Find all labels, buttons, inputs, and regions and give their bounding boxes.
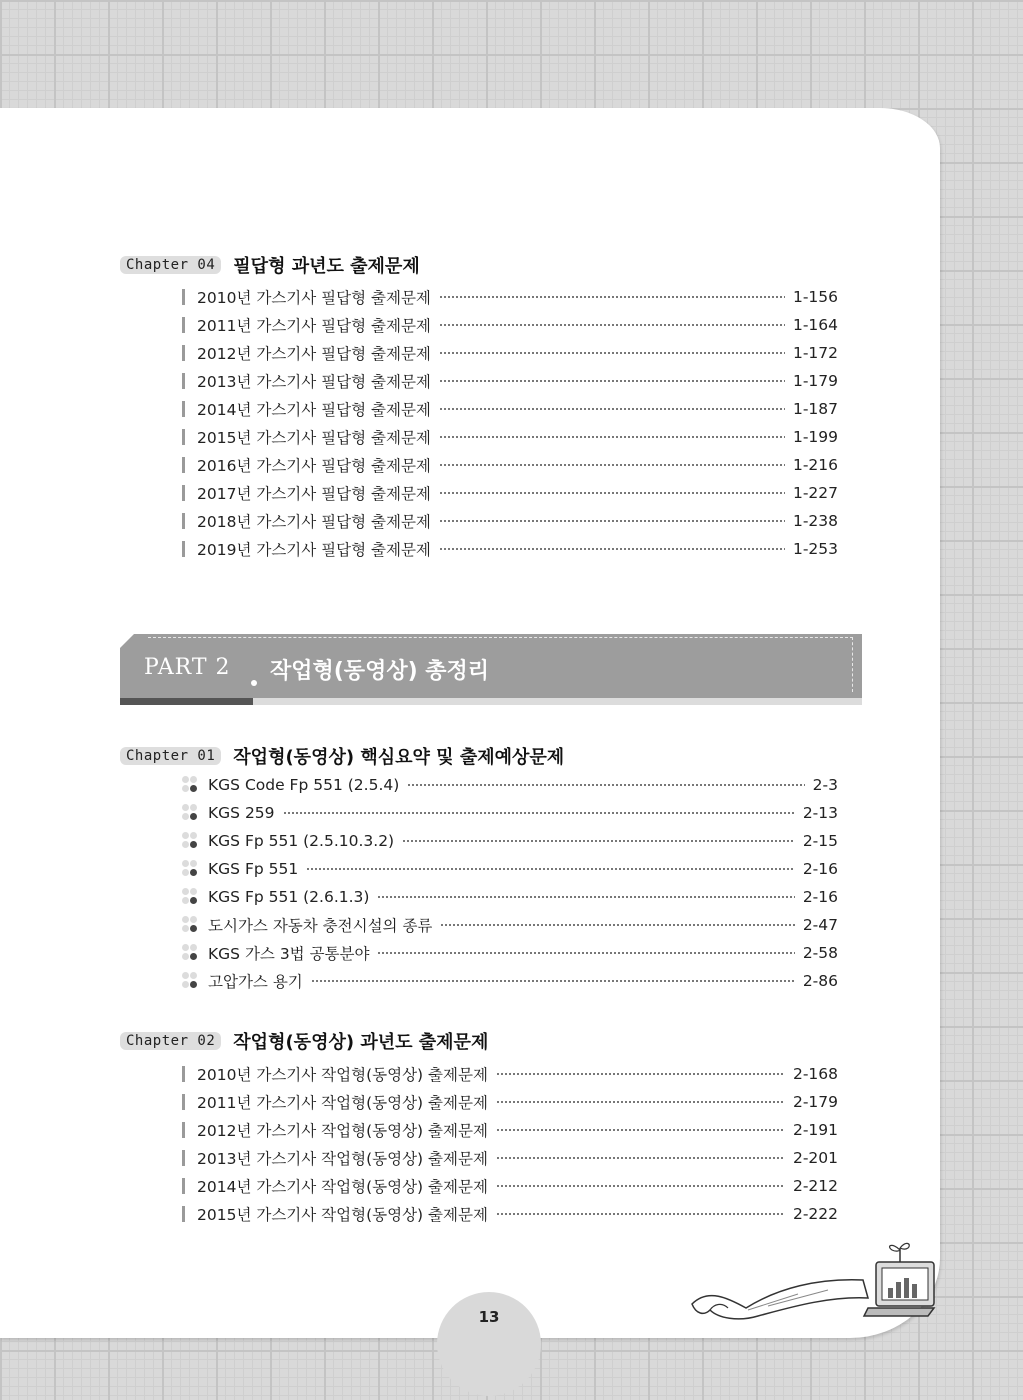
entry-bar-marker bbox=[182, 401, 185, 417]
entry-page: 2-58 bbox=[802, 944, 838, 962]
entry-bullet-icon bbox=[182, 804, 198, 822]
toc-entry[interactable] bbox=[182, 367, 838, 395]
part-dot bbox=[251, 680, 257, 686]
toc-entry[interactable] bbox=[182, 423, 838, 451]
entry-bar-marker bbox=[182, 1178, 185, 1194]
entry-page: 2-13 bbox=[802, 804, 838, 822]
chapter-04-heading bbox=[120, 252, 420, 278]
entry-title: 2017년 가스기사 필답형 출제문제 bbox=[197, 485, 431, 503]
chapter-title: 작업형(동영상) 핵심요약 및 출제예상문제 bbox=[233, 747, 565, 768]
toc-entry[interactable] bbox=[182, 1088, 838, 1116]
entry-bar-marker bbox=[182, 429, 185, 445]
toc-entry[interactable] bbox=[182, 883, 838, 911]
toc-entry[interactable] bbox=[182, 283, 838, 311]
dot-leader bbox=[377, 896, 794, 898]
entry-title: KGS 259 bbox=[208, 804, 275, 822]
dot-leader bbox=[496, 1213, 785, 1215]
toc-entry[interactable] bbox=[182, 1200, 838, 1228]
dot-leader bbox=[440, 924, 794, 926]
dot-leader bbox=[306, 868, 795, 870]
toc-entry[interactable] bbox=[182, 827, 838, 855]
entry-page: 2-15 bbox=[802, 832, 838, 850]
dot-leader bbox=[439, 464, 785, 466]
entry-page: 2-201 bbox=[792, 1149, 838, 1167]
entry-title: 2014년 가스기사 필답형 출제문제 bbox=[197, 401, 431, 419]
toc-entry[interactable] bbox=[182, 507, 838, 535]
entry-page: 2-191 bbox=[792, 1121, 838, 1139]
dot-leader bbox=[407, 784, 804, 786]
dot-leader bbox=[439, 520, 785, 522]
entry-bullet-icon bbox=[182, 944, 198, 962]
entry-bar-marker bbox=[182, 485, 185, 501]
dot-leader bbox=[402, 840, 795, 842]
entry-bar-marker bbox=[182, 541, 185, 557]
entry-page: 2-16 bbox=[802, 860, 838, 878]
entry-bar-marker bbox=[182, 1150, 185, 1166]
entry-bar-marker bbox=[182, 317, 185, 333]
entry-page: 2-47 bbox=[802, 916, 838, 934]
entry-title: 2016년 가스기사 필답형 출제문제 bbox=[197, 457, 431, 475]
entry-bar-marker bbox=[182, 1094, 185, 1110]
entry-title: 2010년 가스기사 필답형 출제문제 bbox=[197, 289, 431, 307]
chapter-title: 필답형 과년도 출제문제 bbox=[233, 256, 420, 277]
dot-leader bbox=[439, 436, 785, 438]
entry-page: 2-86 bbox=[802, 972, 838, 990]
entry-page: 1-253 bbox=[792, 540, 838, 558]
entry-title: 2011년 가스기사 작업형(동영상) 출제문제 bbox=[197, 1094, 488, 1112]
chapter-01-entries bbox=[182, 771, 838, 995]
entry-title: KGS Fp 551 (2.5.10.3.2) bbox=[208, 832, 395, 850]
toc-entry[interactable] bbox=[182, 395, 838, 423]
entry-title: 도시가스 자동차 충전시설의 종류 bbox=[208, 917, 433, 935]
entry-bar-marker bbox=[182, 1122, 185, 1138]
toc-entry[interactable] bbox=[182, 339, 838, 367]
entry-page: 1-179 bbox=[792, 372, 838, 390]
dot-leader bbox=[496, 1157, 785, 1159]
chapter-tag: Chapter 01 bbox=[120, 747, 221, 765]
entry-bullet-icon bbox=[182, 888, 198, 906]
dot-leader bbox=[496, 1129, 785, 1131]
entry-page: 1-187 bbox=[792, 400, 838, 418]
entry-title: 2015년 가스기사 필답형 출제문제 bbox=[197, 429, 431, 447]
toc-entry[interactable] bbox=[182, 939, 838, 967]
entry-bullet-icon bbox=[182, 860, 198, 878]
dot-leader bbox=[311, 980, 795, 982]
entry-page: 1-216 bbox=[792, 456, 838, 474]
entry-bar-marker bbox=[182, 513, 185, 529]
toc-entry[interactable] bbox=[182, 451, 838, 479]
entry-title: 고압가스 용기 bbox=[208, 973, 303, 991]
toc-entry[interactable] bbox=[182, 1060, 838, 1088]
toc-entry[interactable] bbox=[182, 855, 838, 883]
entry-bar-marker bbox=[182, 1066, 185, 1082]
entry-title: 2010년 가스기사 작업형(동영상) 출제문제 bbox=[197, 1066, 488, 1084]
entry-page: 1-199 bbox=[792, 428, 838, 446]
entry-title: KGS Fp 551 bbox=[208, 860, 299, 878]
toc-entry[interactable] bbox=[182, 1116, 838, 1144]
chapter-02-heading bbox=[120, 1028, 488, 1054]
entry-bullet-icon bbox=[182, 776, 198, 794]
chapter-tag: Chapter 02 bbox=[120, 1032, 221, 1050]
toc-entry[interactable] bbox=[182, 1144, 838, 1172]
toc-entry[interactable] bbox=[182, 311, 838, 339]
page-number: 13 bbox=[478, 1308, 500, 1326]
entry-title: KGS 가스 3법 공통분야 bbox=[208, 945, 370, 963]
toc-entry[interactable] bbox=[182, 479, 838, 507]
toc-entry[interactable] bbox=[182, 535, 838, 563]
entry-title: 2013년 가스기사 필답형 출제문제 bbox=[197, 373, 431, 391]
entry-title: 2015년 가스기사 작업형(동영상) 출제문제 bbox=[197, 1206, 488, 1224]
dot-leader bbox=[439, 380, 785, 382]
entry-page: 2-222 bbox=[792, 1205, 838, 1223]
dot-leader bbox=[377, 952, 794, 954]
entry-page: 2-179 bbox=[792, 1093, 838, 1111]
toc-entry[interactable] bbox=[182, 799, 838, 827]
entry-title: 2014년 가스기사 작업형(동영상) 출제문제 bbox=[197, 1178, 488, 1196]
dot-leader bbox=[439, 548, 785, 550]
entry-title: 2012년 가스기사 필답형 출제문제 bbox=[197, 345, 431, 363]
dot-leader bbox=[439, 408, 785, 410]
part-label: PART 2 bbox=[144, 655, 231, 680]
entry-bullet-icon bbox=[182, 916, 198, 934]
entry-bar-marker bbox=[182, 1206, 185, 1222]
dot-leader bbox=[283, 812, 795, 814]
entry-bullet-icon bbox=[182, 832, 198, 850]
entry-bar-marker bbox=[182, 457, 185, 473]
toc-entry[interactable] bbox=[182, 967, 838, 995]
entry-title: KGS Code Fp 551 (2.5.4) bbox=[208, 776, 400, 794]
entry-page: 2-16 bbox=[802, 888, 838, 906]
entry-bar-marker bbox=[182, 289, 185, 305]
entry-bar-marker bbox=[182, 373, 185, 389]
dot-leader bbox=[439, 324, 785, 326]
toc-entry[interactable] bbox=[182, 1172, 838, 1200]
dot-leader bbox=[439, 296, 785, 298]
entry-page: 2-3 bbox=[812, 776, 838, 794]
part-title: 작업형(동영상) 총정리 bbox=[270, 659, 490, 684]
entry-title: 2011년 가스기사 필답형 출제문제 bbox=[197, 317, 431, 335]
toc-entry[interactable] bbox=[182, 911, 838, 939]
entry-page: 2-168 bbox=[792, 1065, 838, 1083]
entry-bar-marker bbox=[182, 345, 185, 361]
dot-leader bbox=[439, 492, 785, 494]
entry-title: KGS Fp 551 (2.6.1.3) bbox=[208, 888, 370, 906]
part-underline-dark bbox=[120, 698, 253, 705]
chapter-01-heading bbox=[120, 743, 564, 769]
laptop-ribbon-illustration bbox=[688, 1238, 938, 1328]
chapter-title: 작업형(동영상) 과년도 출제문제 bbox=[233, 1032, 489, 1053]
chapter-tag: Chapter 04 bbox=[120, 256, 221, 274]
entry-title: 2018년 가스기사 필답형 출제문제 bbox=[197, 513, 431, 531]
entry-page: 1-164 bbox=[792, 316, 838, 334]
entry-page: 1-238 bbox=[792, 512, 838, 530]
dot-leader bbox=[496, 1101, 785, 1103]
entry-title: 2013년 가스기사 작업형(동영상) 출제문제 bbox=[197, 1150, 488, 1168]
chapter-04-entries bbox=[182, 283, 838, 563]
entry-page: 1-227 bbox=[792, 484, 838, 502]
entry-page: 2-212 bbox=[792, 1177, 838, 1195]
toc-entry[interactable] bbox=[182, 771, 838, 799]
dot-leader bbox=[496, 1073, 785, 1075]
dot-leader bbox=[439, 352, 785, 354]
entry-title: 2012년 가스기사 작업형(동영상) 출제문제 bbox=[197, 1122, 488, 1140]
entry-bullet-icon bbox=[182, 972, 198, 990]
entry-title: 2019년 가스기사 필답형 출제문제 bbox=[197, 541, 431, 559]
chapter-02-entries bbox=[182, 1060, 838, 1228]
part-underline-light bbox=[253, 698, 862, 705]
entry-page: 1-172 bbox=[792, 344, 838, 362]
dot-leader bbox=[496, 1185, 785, 1187]
entry-page: 1-156 bbox=[792, 288, 838, 306]
